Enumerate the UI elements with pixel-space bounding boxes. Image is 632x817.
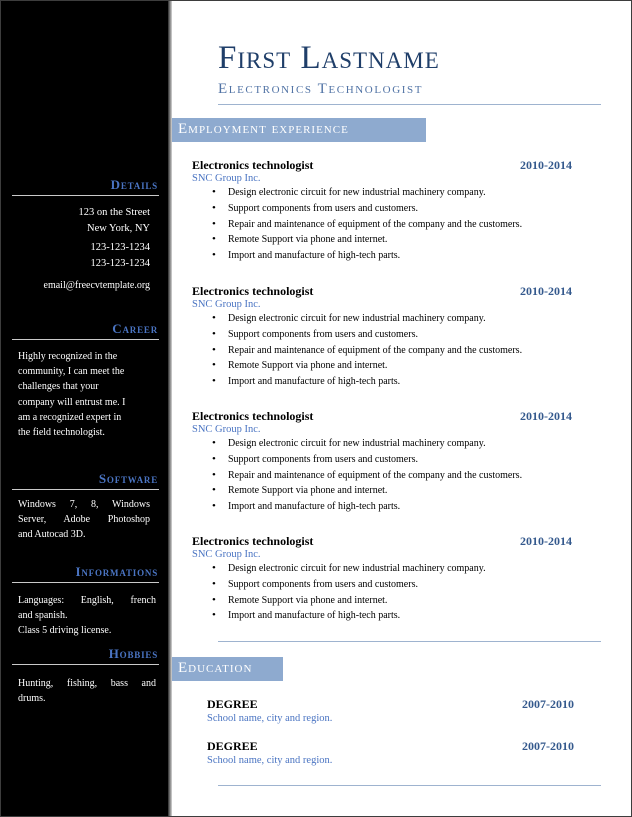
candidate-name: First Lastname (218, 40, 440, 76)
software-divider (12, 489, 159, 490)
software-line: and Autocad 3D. (18, 529, 86, 541)
job-bullets (212, 311, 522, 390)
job-dates: 2010-2014 (520, 409, 572, 423)
career-line: challenges that your (18, 381, 99, 393)
job-bullet: • Import and manufacture of high-tech parts. (212, 608, 486, 624)
education-entry (207, 697, 577, 727)
informations-line: Languages: English, french (18, 595, 156, 606)
candidate-title: Electronics Technologist (218, 81, 424, 97)
job-bullet: • Import and manufacture of high-tech parts. (212, 374, 522, 390)
job-company: SNC Group Inc. (192, 424, 261, 435)
job-title: Electronics technologist (192, 534, 314, 548)
header-divider (218, 104, 601, 105)
job-entry (192, 409, 582, 521)
sidebar (0, 0, 170, 817)
details-phones (91, 240, 151, 272)
job-title: Electronics technologist (192, 284, 314, 298)
job-dates: 2010-2014 (520, 534, 572, 548)
software-text (18, 497, 150, 543)
job-bullet: • Remote Support via phone and internet. (212, 483, 522, 499)
education-degree: DEGREE (207, 697, 258, 711)
education-section-bar (172, 657, 283, 681)
education-entry (207, 739, 577, 769)
education-degree: DEGREE (207, 739, 258, 753)
job-dates: 2010-2014 (520, 158, 572, 172)
job-bullets (212, 436, 522, 515)
informations-line: Class 5 driving license. (18, 625, 112, 637)
details-address (79, 205, 150, 237)
education-school: School name, city and region. (207, 755, 333, 766)
career-text (18, 349, 156, 440)
job-company: SNC Group Inc. (192, 173, 261, 184)
hobbies-line: Hunting, fishing, bass and (18, 678, 156, 689)
job-bullet: • Support components from users and customers. (212, 577, 486, 593)
career-line: the field technologist. (18, 427, 105, 439)
hobbies-heading: Hobbies (108, 646, 158, 661)
job-bullet: • Import and manufacture of high-tech parts. (212, 248, 522, 264)
job-title: Electronics technologist (192, 158, 314, 172)
career-divider (12, 339, 159, 340)
job-bullet: • Repair and maintenance of equipment of the company and the customers. (212, 343, 522, 359)
job-bullet: • Design electronic circuit for new industrial machinery company. (212, 185, 522, 201)
job-company: SNC Group Inc. (192, 549, 261, 560)
hobbies-text (18, 676, 156, 706)
phone-1: 123-123-1234 (90, 242, 150, 253)
informations-text (18, 593, 156, 639)
education-dates: 2007-2010 (522, 697, 574, 711)
job-bullet: • Remote Support via phone and internet. (212, 358, 522, 374)
address-line-2: New York, NY (86, 223, 150, 234)
address-line-1: 123 on the Street (78, 207, 150, 218)
job-bullet: • Support components from users and customers. (212, 327, 522, 343)
education-heading: Education (178, 660, 253, 676)
career-heading: Career (112, 321, 158, 336)
details-divider (12, 195, 159, 196)
job-bullet: • Import and manufacture of high-tech parts. (212, 499, 522, 515)
employment-divider (218, 641, 601, 642)
software-line: Windows 7, 8, Windows (18, 499, 150, 510)
job-bullet: • Repair and maintenance of equipment of the company and the customers. (212, 468, 522, 484)
employment-heading: Employment experience (178, 121, 349, 137)
education-dates: 2007-2010 (522, 739, 574, 753)
job-bullet: • Design electronic circuit for new industrial machinery company. (212, 311, 522, 327)
job-bullet: • Design electronic circuit for new industrial machinery company. (212, 436, 522, 452)
job-entry (192, 158, 582, 270)
employment-section-bar (172, 118, 426, 142)
career-line: community, I can meet the (18, 366, 125, 378)
informations-heading: Informations (75, 564, 158, 579)
informations-divider (12, 582, 159, 583)
job-dates: 2010-2014 (520, 284, 572, 298)
job-title: Electronics technologist (192, 409, 314, 423)
job-bullets (212, 185, 522, 264)
career-line: company will entrust me. I (18, 396, 126, 408)
job-bullet: • Remote Support via phone and internet. (212, 232, 522, 248)
software-line: Server, Adobe Photoshop (18, 514, 150, 526)
job-company: SNC Group Inc. (192, 299, 261, 310)
education-divider (218, 785, 601, 786)
career-line: am a recognized expert in (18, 411, 122, 423)
hobbies-line: drums. (18, 693, 46, 705)
software-heading: Software (98, 471, 158, 486)
career-line: Highly recognized in the (18, 351, 118, 362)
job-bullet: • Support components from users and customers. (212, 452, 522, 468)
job-bullet: • Design electronic circuit for new industrial machinery company. (212, 561, 486, 577)
job-entry (192, 284, 582, 396)
education-school: School name, city and region. (207, 713, 333, 724)
job-bullets (212, 561, 486, 624)
details-email: email@freecvtemplate.org (43, 280, 150, 291)
details-heading: Details (110, 177, 158, 192)
job-bullet: • Repair and maintenance of equipment of the company and the customers. (212, 217, 522, 233)
hobbies-divider (12, 664, 159, 665)
job-bullet: • Remote Support via phone and internet. (212, 593, 486, 609)
informations-line: and spanish. (18, 610, 68, 622)
job-bullet: • Support components from users and customers. (212, 201, 522, 217)
phone-2: 123-123-1234 (90, 258, 150, 269)
job-entry (192, 534, 582, 630)
